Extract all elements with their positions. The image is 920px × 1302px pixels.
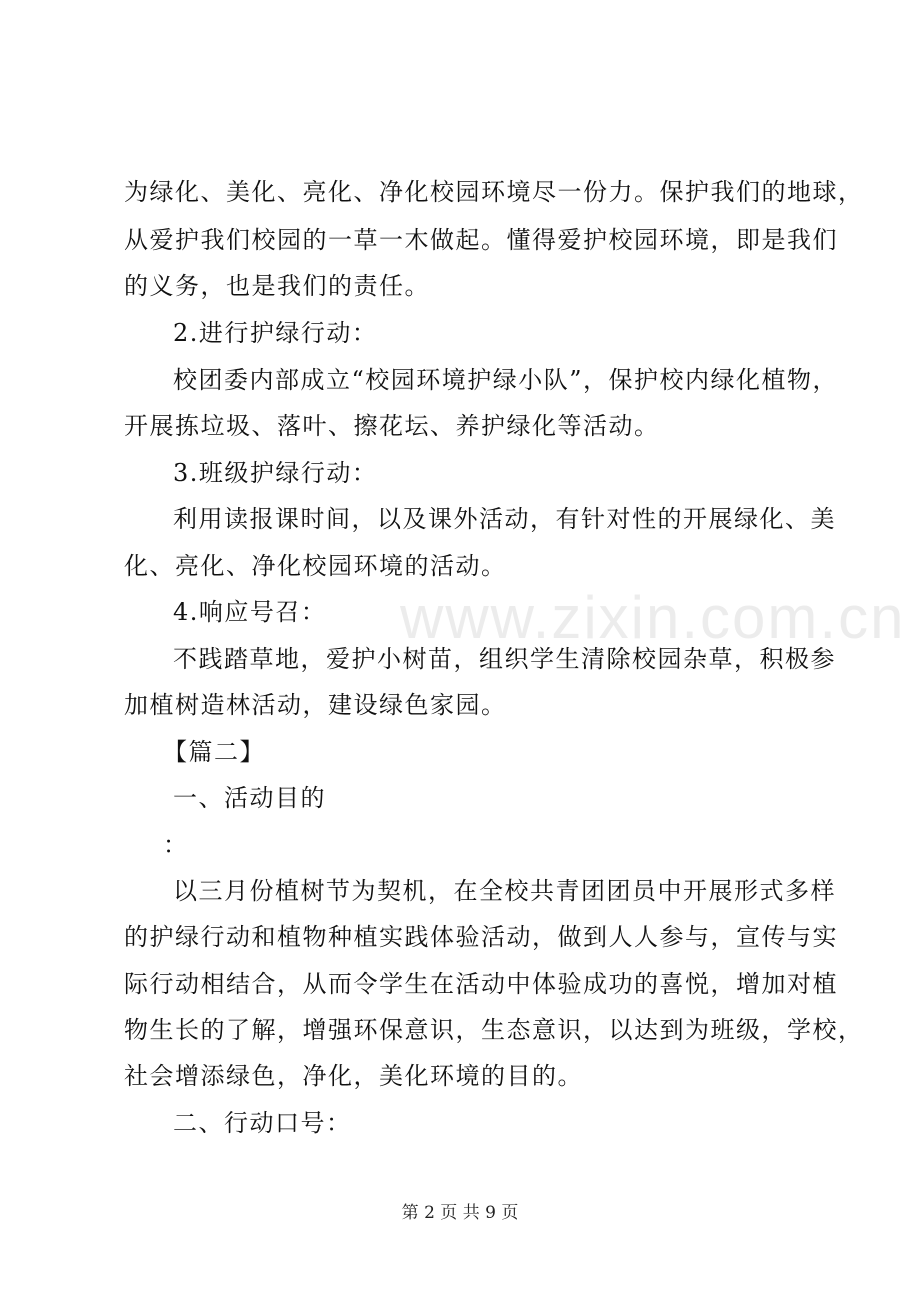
- text-line: 际行动相结合，从而令学生在活动中体验成功的喜悦，增加对植: [124, 970, 838, 998]
- text-line: 校团委内部成立“校园环境护绿小队”，保护校内绿化植物，: [173, 366, 839, 394]
- text-line: 化、亮化、净化校园环境的活动。: [124, 552, 507, 580]
- page-footer: 第 2 页 共 9 页: [401, 1203, 519, 1223]
- section-heading: 3.班级护绿行动：: [173, 459, 378, 487]
- text-line: 开展拣垃圾、落叶、擦花坛、养护绿化等活动。: [124, 412, 660, 440]
- text-line: ：: [163, 831, 189, 859]
- text-line: 从爱护我们校园的一草一木做起。懂得爱护校园环境，即是我们: [124, 226, 838, 254]
- text-line: 物生长的了解，增强环保意识，生态意识，以达到为班级，学校，: [124, 1016, 864, 1044]
- text-line: 利用读报课时间，以及课外活动，有针对性的开展绿化、美: [173, 505, 836, 533]
- section-heading: 4.响应号召：: [173, 598, 327, 626]
- part-heading: 【篇二】: [163, 738, 265, 766]
- section-heading: 一、活动目的: [173, 784, 326, 812]
- text-line: 的护绿行动和植物种植实践体验活动，做到人人参与，宣传与实: [124, 923, 838, 951]
- watermark: www.zixin.com.cn: [400, 584, 906, 651]
- text-line: 以三月份植树节为契机，在全校共青团团员中开展形式多样: [173, 877, 836, 905]
- section-heading: 二、行动口号：: [173, 1109, 352, 1137]
- section-heading: 2.进行护绿行动：: [173, 319, 378, 347]
- text-line: 社会增添绿色，净化，美化环境的目的。: [124, 1062, 583, 1090]
- text-line: 为绿化、美化、亮化、净化校园环境尽一份力。保护我们的地球，: [124, 178, 864, 206]
- text-line: 不践踏草地，爱护小树苗，组织学生清除校园杂草，积极参: [173, 645, 836, 673]
- text-line: 加植树造林活动，建设绿色家园。: [124, 691, 507, 719]
- text-line: 的义务，也是我们的责任。: [124, 272, 430, 300]
